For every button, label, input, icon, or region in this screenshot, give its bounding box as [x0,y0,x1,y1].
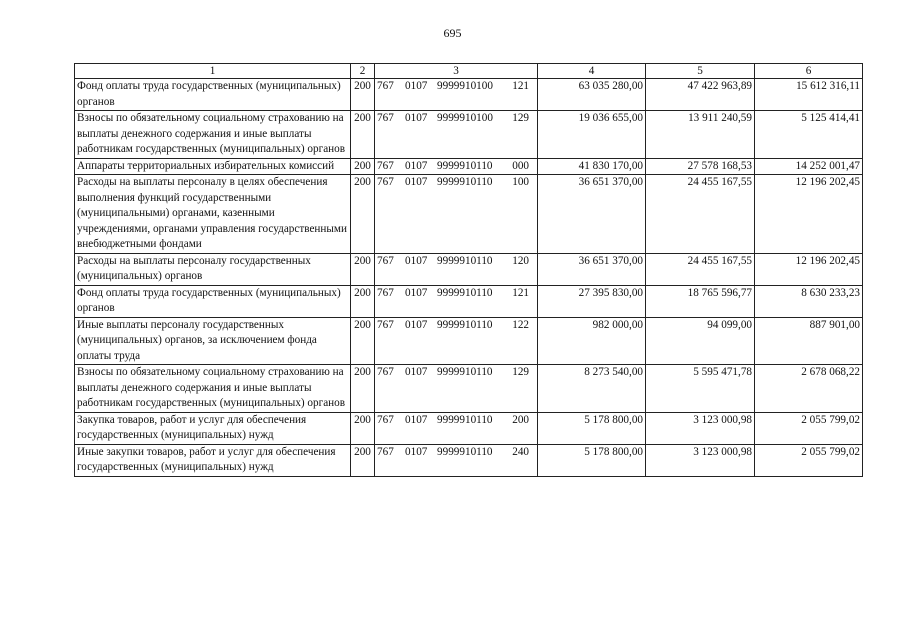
row-col-5: 18 765 596,77 [646,285,755,317]
row-col-5: 47 422 963,89 [646,79,755,111]
header-col-4: 4 [538,64,646,79]
row-name: Фонд оплаты труда государственных (муниципальных) органов [75,79,351,111]
code-type: 200 [512,413,529,426]
code-target: 9999910110 [437,366,493,378]
code-target: 9999910110 [437,254,493,267]
page-number: 695 [443,26,462,40]
budget-table [74,63,863,477]
code-target: 9999910100 [437,80,493,92]
header-col-6: 6 [755,64,863,79]
code-admin: 767 [377,318,394,331]
row-col-6: 12 196 202,45 [755,253,863,285]
code-target: 9999910110 [437,413,493,426]
row-col-2: 200 [351,158,375,175]
row-col-4: 5 178 800,00 [538,444,646,476]
code-type: 121 [512,80,529,92]
table-row [75,412,863,444]
code-admin: 767 [377,366,394,378]
code-target: 9999910110 [437,318,493,331]
code-target: 9999910110 [437,159,493,172]
row-code [375,444,538,476]
row-code [375,111,538,159]
row-col-2: 200 [351,412,375,444]
row-col-5: 24 455 167,55 [646,175,755,254]
row-col-4: 41 830 170,00 [538,158,646,175]
table-row [75,79,863,111]
code-type: 129 [512,366,529,378]
row-col-2: 200 [351,253,375,285]
row-col-5: 27 578 168,53 [646,158,755,175]
row-col-4: 5 178 800,00 [538,412,646,444]
code-admin: 767 [377,286,394,299]
row-col-5: 24 455 167,55 [646,253,755,285]
row-col-4: 63 035 280,00 [538,79,646,111]
row-name: Фонд оплаты труда государственных (муниципальных) органов [75,285,351,317]
row-col-2: 200 [351,79,375,111]
code-section: 0107 [405,318,428,331]
code-admin: 767 [377,445,394,458]
code-section: 0107 [405,254,428,267]
row-col-6: 12 196 202,45 [755,175,863,254]
row-col-5: 3 123 000,98 [646,444,755,476]
table-row [75,285,863,317]
table-row [75,317,863,365]
row-name: Взносы по обязательному социальному страхованию на выплаты денежного содержания и иные выплаты работникам государственных (муниципальных) органов [75,365,351,413]
row-col-2: 200 [351,444,375,476]
code-admin: 767 [377,80,394,92]
header-col-5: 5 [646,64,755,79]
row-col-4: 8 273 540,00 [538,365,646,413]
row-code [375,285,538,317]
row-name: Расходы на выплаты персоналу государственных (муниципальных) органов [75,253,351,285]
row-col-2: 200 [351,317,375,365]
code-section: 0107 [405,413,428,426]
table-row [75,365,863,413]
code-admin: 767 [377,159,394,172]
row-name: Расходы на выплаты персоналу в целях обеспечения выполнения функций государственными (муниципальными) органами, казенными учреждениями, органами управления государственными внебюджетными фондами [75,175,351,254]
code-section: 0107 [405,445,428,458]
table-body [75,79,863,477]
code-admin: 767 [377,413,394,426]
row-code [375,317,538,365]
table-header-row [75,64,863,79]
code-section: 0107 [405,286,428,299]
code-target: 9999910110 [437,176,493,188]
code-section: 0107 [405,159,428,172]
row-col-4: 982 000,00 [538,317,646,365]
code-section: 0107 [405,366,428,378]
code-type: 129 [512,112,529,124]
code-section: 0107 [405,80,428,92]
row-col-6: 5 125 414,41 [755,111,863,159]
row-col-4: 36 651 370,00 [538,175,646,254]
row-col-6: 2 055 799,02 [755,444,863,476]
code-admin: 767 [377,176,394,188]
code-type: 121 [512,286,529,299]
row-col-6: 2 055 799,02 [755,412,863,444]
row-col-5: 5 595 471,78 [646,365,755,413]
header-col-1: 1 [75,64,351,79]
row-col-5: 94 099,00 [646,317,755,365]
row-col-2: 200 [351,285,375,317]
row-col-6: 14 252 001,47 [755,158,863,175]
code-type: 122 [512,318,529,331]
code-type: 000 [512,159,529,172]
row-col-4: 36 651 370,00 [538,253,646,285]
code-type: 240 [512,445,529,458]
row-col-5: 3 123 000,98 [646,412,755,444]
row-name: Иные выплаты персоналу государственных (муниципальных) органов, за исключением фонда оплаты труда [75,317,351,365]
code-admin: 767 [377,254,394,267]
table-row [75,444,863,476]
row-name: Закупка товаров, работ и услуг для обеспечения государственных (муниципальных) нужд [75,412,351,444]
table-row [75,111,863,159]
code-section: 0107 [405,112,428,124]
row-col-2: 200 [351,175,375,254]
code-section: 0107 [405,176,428,188]
code-target: 9999910100 [437,112,493,124]
row-code [375,412,538,444]
row-col-6: 2 678 068,22 [755,365,863,413]
row-col-4: 27 395 830,00 [538,285,646,317]
code-type: 100 [512,176,529,188]
code-target: 9999910110 [437,445,493,458]
row-col-6: 8 630 233,23 [755,285,863,317]
row-code [375,158,538,175]
row-name: Иные закупки товаров, работ и услуг для обеспечения государственных (муниципальных) нужд [75,444,351,476]
row-col-4: 19 036 655,00 [538,111,646,159]
table-row [75,253,863,285]
row-code [375,79,538,111]
row-code [375,175,538,254]
row-name: Аппараты территориальных избирательных комиссий [75,158,351,175]
row-name: Взносы по обязательному социальному страхованию на выплаты денежного содержания и иные выплаты работникам государственных (муниципальных) органов [75,111,351,159]
row-col-2: 200 [351,111,375,159]
row-col-5: 13 911 240,59 [646,111,755,159]
row-col-6: 887 901,00 [755,317,863,365]
header-col-3: 3 [375,64,538,79]
row-code [375,365,538,413]
row-col-2: 200 [351,365,375,413]
table-row [75,158,863,175]
row-code [375,253,538,285]
code-target: 9999910110 [437,286,493,299]
header-col-2: 2 [351,64,375,79]
code-type: 120 [512,254,529,267]
code-admin: 767 [377,112,394,124]
row-col-6: 15 612 316,11 [755,79,863,111]
table-row [75,175,863,254]
